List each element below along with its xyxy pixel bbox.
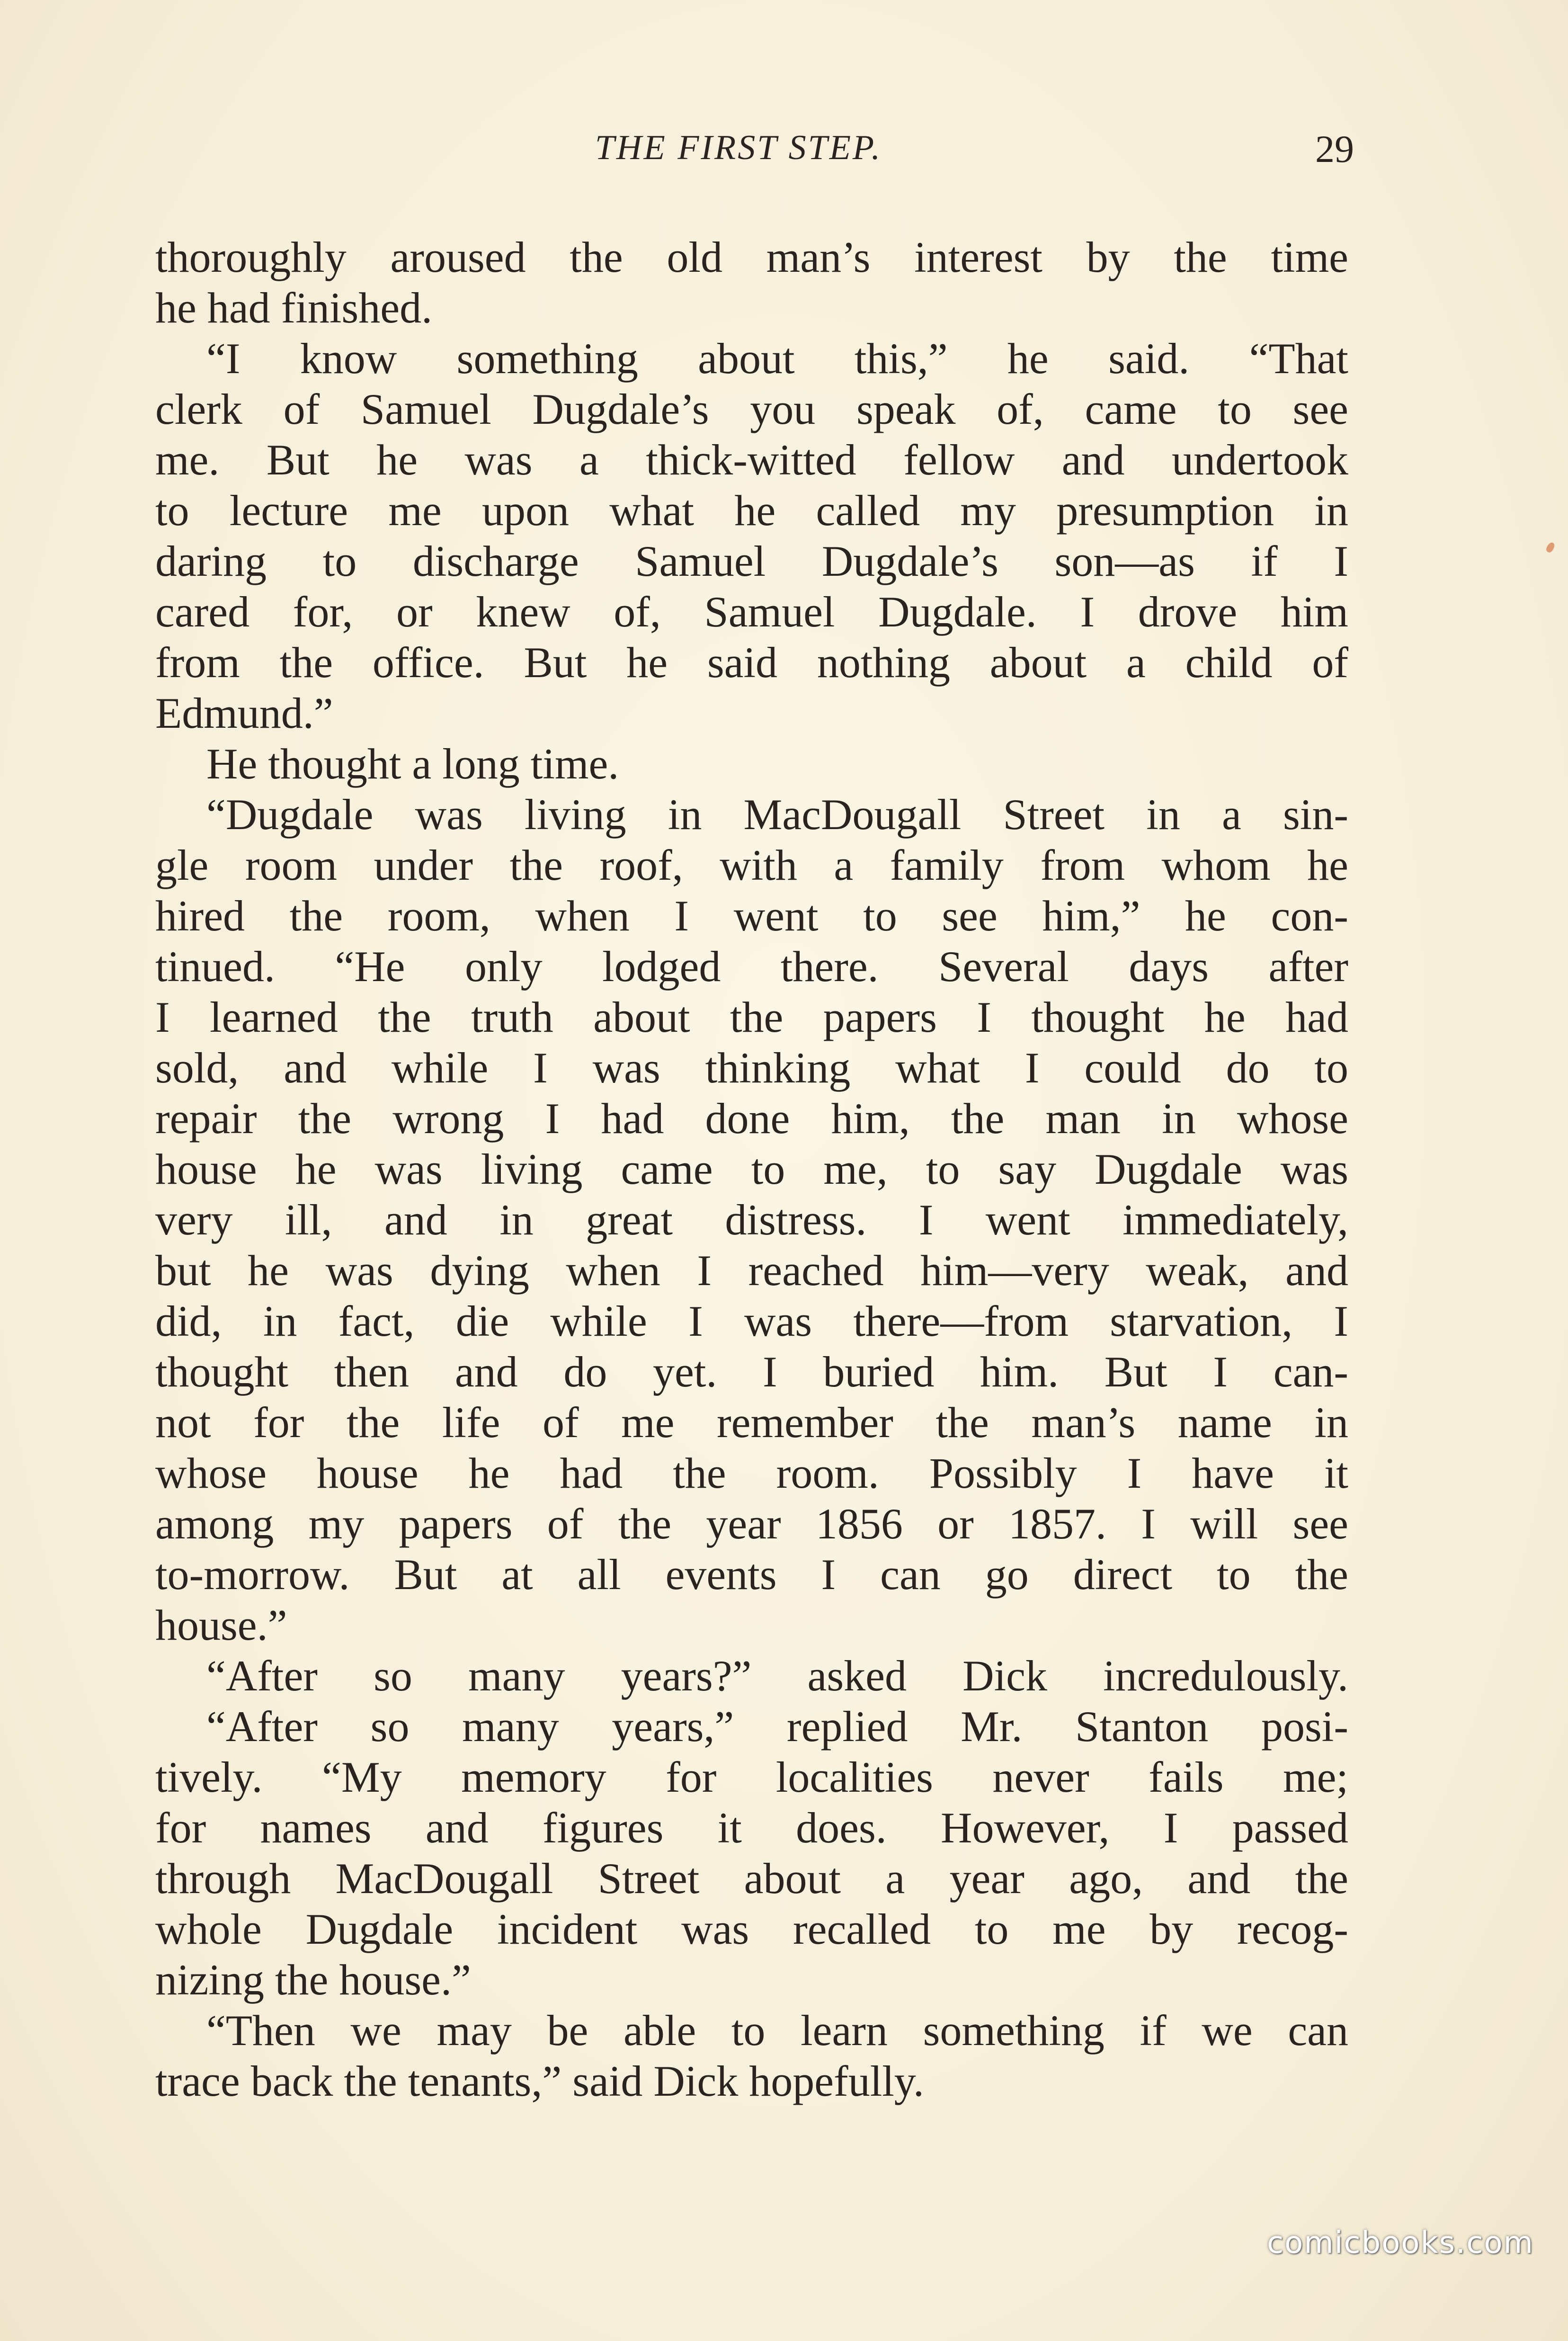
text-line: gle room under the roof, with a family from whom he [155, 841, 1348, 889]
text-line: tinued. “He only lodged there. Several days after [155, 942, 1348, 991]
text-line: from the office. But he said nothing about a child of [155, 638, 1348, 687]
page-number: 29 [1315, 127, 1354, 170]
text-line: whose house he had the room. Possibly I have it [155, 1449, 1348, 1497]
text-line: sold, and while I was thinking what I could do to [155, 1044, 1348, 1092]
text-line: he had finished. [155, 284, 433, 332]
text-line: house.” [155, 1601, 287, 1649]
margin-pencil-mark [1545, 541, 1556, 554]
text-line: He thought a long time. [206, 740, 619, 788]
text-line: to-morrow. But at all events I can go direct to the [155, 1550, 1348, 1599]
text-line: “I know something about this,” he said. “That [206, 334, 1348, 383]
text-line: repair the wrong I had done him, the man in whose [155, 1094, 1348, 1143]
text-line: very ill, and in great distress. I went immediately, [155, 1196, 1348, 1244]
text-line: “After so many years,” replied Mr. Stanton posi- [206, 1702, 1348, 1751]
text-line: cared for, or knew of, Samuel Dugdale. I drove him [155, 588, 1348, 636]
text-line: “Dugdale was living in MacDougall Street in a sin- [206, 790, 1348, 839]
text-line: “Then we may be able to learn something if we can [206, 2006, 1348, 2055]
text-line: trace back the tenants,” said Dick hopefully. [155, 2057, 924, 2105]
text-line: “After so many years?” asked Dick incredulously. [206, 1652, 1348, 1700]
text-line: for names and figures it does. However, I passed [155, 1804, 1348, 1852]
text-line: thought then and do yet. I buried him. But I can- [155, 1348, 1348, 1396]
text-line: to lecture me upon what he called my presumption in [155, 486, 1348, 535]
text-line: me. But he was a thick-witted fellow and undertook [155, 436, 1348, 484]
text-line: thoroughly aroused the old man’s interest by the time [155, 233, 1348, 281]
text-line: but he was dying when I reached him—very weak, and [155, 1246, 1348, 1295]
text-line: not for the life of me remember the man’s name in [155, 1398, 1348, 1447]
text-line: nizing the house.” [155, 1956, 471, 2004]
site-watermark: comicbooks.com [1266, 2225, 1534, 2261]
text-line: among my papers of the year 1856 or 1857. I will see [155, 1500, 1348, 1548]
text-line: whole Dugdale incident was recalled to me by recog- [155, 1905, 1348, 1953]
text-line: tively. “My memory for localities never fails me; [155, 1753, 1348, 1801]
text-line: house he was living came to me, to say Dugdale was [155, 1145, 1348, 1193]
body-text [155, 232, 1348, 2107]
text-line: through MacDougall Street about a year ago, and the [155, 1854, 1348, 1903]
text-line: daring to discharge Samuel Dugdale’s son—as if I [155, 537, 1348, 585]
text-line: hired the room, when I went to see him,” he con- [155, 892, 1348, 940]
text-line: Edmund.” [155, 689, 333, 737]
text-line: clerk of Samuel Dugdale’s you speak of, came to see [155, 385, 1348, 433]
running-head-title: THE FIRST STEP. [595, 128, 882, 167]
text-line: I learned the truth about the papers I thought he had [155, 993, 1348, 1041]
text-line: did, in fact, die while I was there—from starvation, I [155, 1297, 1348, 1345]
